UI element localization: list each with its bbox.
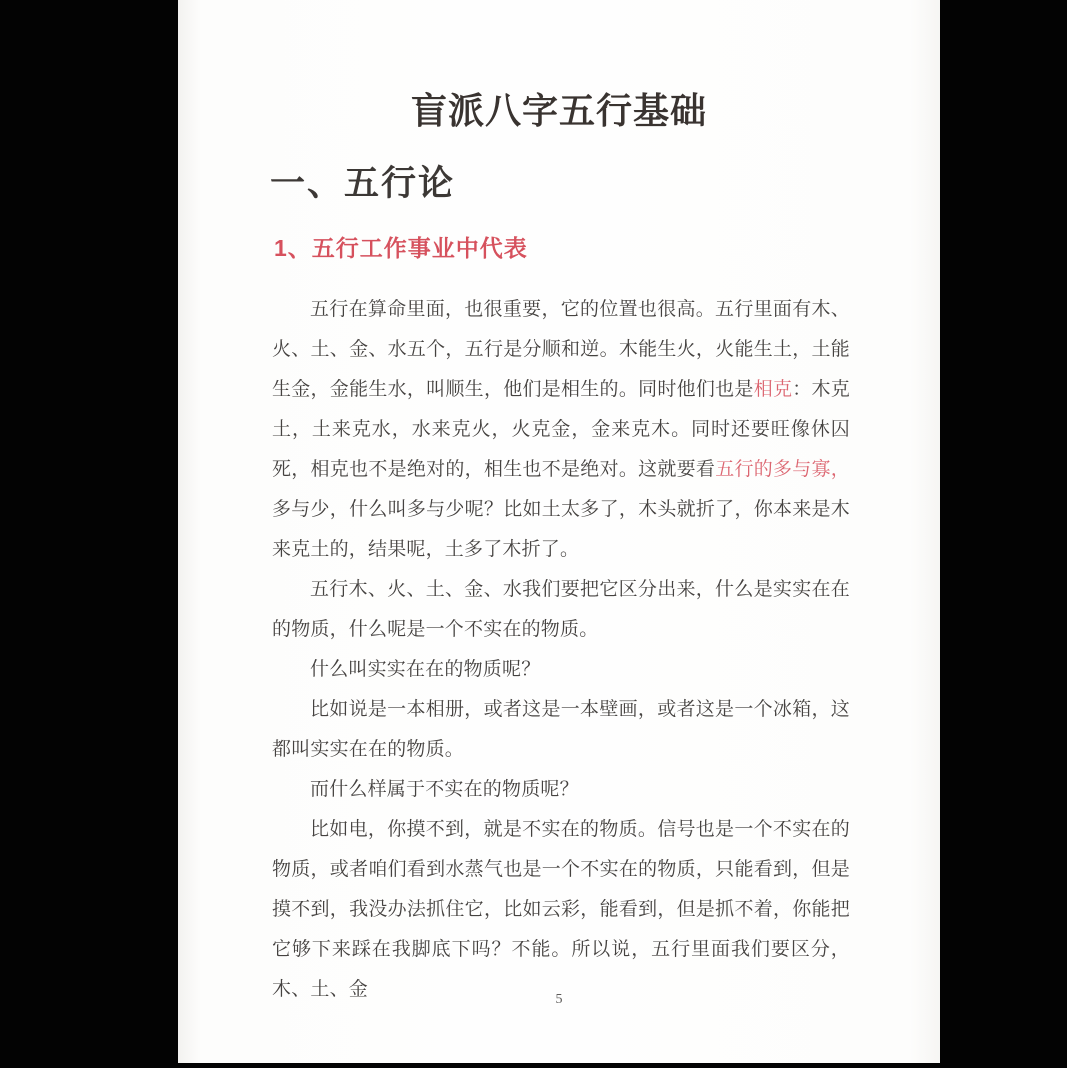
- red-emphasis-text: 相克: [753, 379, 793, 400]
- paragraph: [272, 810, 850, 1010]
- paragraph: [272, 290, 850, 570]
- text-segment: 而什么样属于不实在的物质呢？: [310, 779, 579, 800]
- section-heading: 一、五行论: [270, 164, 456, 203]
- document-page: [178, 0, 940, 1063]
- subsection-heading: 1、五行工作事业中代表: [274, 235, 528, 261]
- red-emphasis-text: 五行的多与寡，: [715, 459, 850, 480]
- paragraph: [272, 690, 850, 770]
- body-text: [272, 290, 850, 1010]
- text-segment: 比如电，你摸不到，就是不实在的物质。信号也是一个不实在的物质，或者咱们看到水蒸气也是一个不实在的物质，只能看到，但是摸不到，我没办法抓住它，比如云彩，能看到，但是抓不着，你能把它够下来踩在我脚底下吗？不能。所以说，五行里面我们要区分，木、土、金: [272, 819, 850, 1000]
- text-segment: ：木克土，土来克水，水来克火，火克金，金来克木。同时还要旺像休囚死，相克也不是绝对的，相生也不是绝对。这就要看: [272, 379, 850, 480]
- page-number: 5: [555, 992, 563, 1007]
- text-segment: 五行在算命里面，也很重要，它的位置也很高。五行里面有木、火、土、金、水五个，五行是分顺和逆。木能生火，火能生土，土能生金，金能生水，叫顺生，他们是相生的。同时他们也是: [272, 299, 850, 400]
- text-segment: 什么叫实实在在的物质呢？: [310, 659, 541, 680]
- text-segment: 多与少，什么叫多与少呢？比如土太多了，木头就折了，你本来是木来克土的，结果呢，土多了木折了。: [272, 499, 850, 560]
- paragraph: [272, 770, 850, 810]
- bottom-black-border: [0, 1063, 1067, 1068]
- right-black-border: [940, 0, 1067, 1068]
- paragraph: [272, 570, 850, 650]
- text-segment: 五行木、火、土、金、水我们要把它区分出来，什么是实实在在的物质，什么呢是一个不实在的物质。: [272, 579, 850, 640]
- left-black-border: [0, 0, 178, 1068]
- paragraph: [272, 650, 850, 690]
- text-segment: 比如说是一本相册，或者这是一本壁画，或者这是一个冰箱，这都叫实实在在的物质。: [272, 699, 850, 760]
- document-title: 盲派八字五行基础: [410, 91, 707, 131]
